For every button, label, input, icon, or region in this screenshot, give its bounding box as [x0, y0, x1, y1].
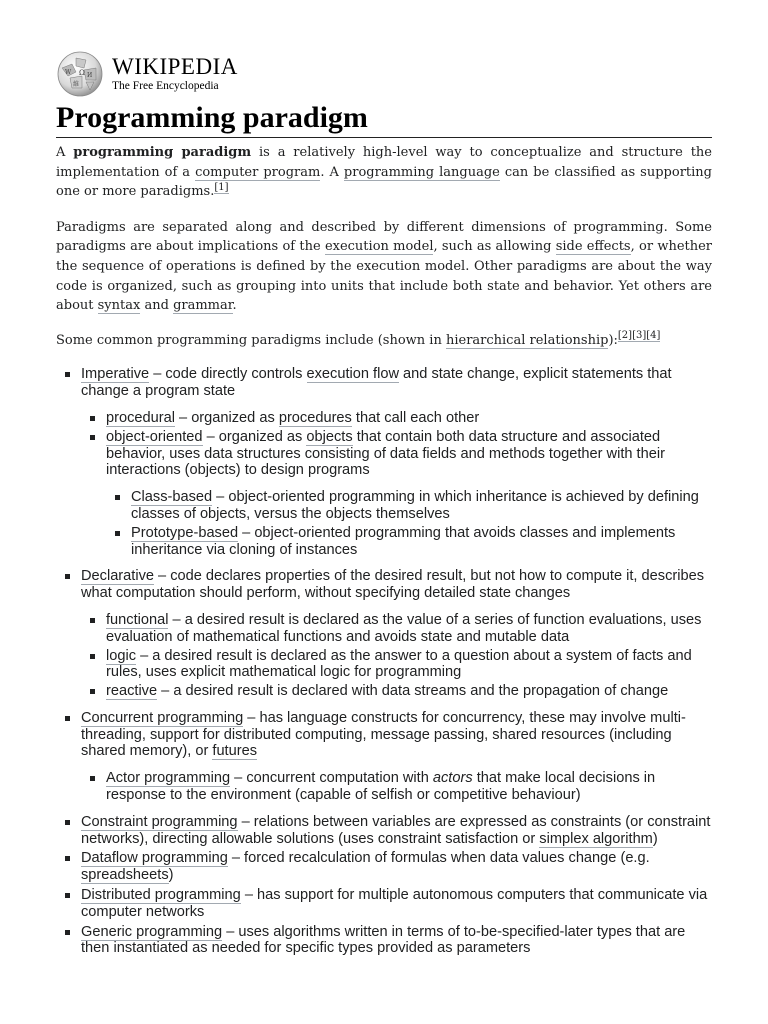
- wordmark-tagline: The Free Encyclopedia: [112, 80, 219, 93]
- link-computer-program[interactable]: computer program: [195, 164, 321, 180]
- list-item: [56, 568, 712, 700]
- link-prototype-based[interactable]: Prototype-based: [131, 524, 239, 541]
- list-item: [56, 366, 712, 558]
- common-paradigms-paragraph: [56, 331, 712, 351]
- wordmark-title: WIKIPEDIA: [112, 54, 238, 80]
- text: – has support for multiple autonomous computers that communicate via computer networks: [81, 887, 708, 920]
- term-italic: actors: [432, 770, 473, 787]
- svg-text:Ω: Ω: [79, 69, 85, 77]
- list-item: [106, 525, 712, 559]
- link-imperative[interactable]: Imperative: [81, 366, 150, 383]
- text: – a desired result is declared with data streams and the propagation of change: [157, 683, 669, 700]
- link-functional[interactable]: functional: [106, 611, 169, 628]
- link-actor-programming[interactable]: Actor programming: [106, 770, 231, 787]
- text: – object-oriented programming in which inheritance is achieved by defining classes of objects, versus the objects themselves: [131, 489, 699, 522]
- link-futures[interactable]: futures: [212, 743, 258, 760]
- reference-2[interactable]: [2]: [617, 330, 633, 342]
- link-concurrent-programming[interactable]: Concurrent programming: [81, 709, 244, 726]
- declarative-sublist: [81, 612, 712, 700]
- text: that contain both data structure and associated behavior, uses data structures consisting of data fields and methods together with their interactions (objects) to design programs: [106, 428, 665, 479]
- text: – code directly controls: [149, 366, 307, 383]
- link-dataflow-programming[interactable]: Dataflow programming: [81, 850, 228, 867]
- text: and state change, explicit statements that change a program state: [81, 366, 672, 400]
- link-execution-model[interactable]: execution model: [324, 239, 434, 255]
- link-objects[interactable]: objects: [306, 428, 353, 445]
- list-item: [106, 489, 712, 523]
- text: and: [140, 298, 174, 314]
- list-item: [56, 887, 712, 921]
- list-item: [81, 648, 712, 682]
- link-object-oriented[interactable]: object-oriented: [106, 428, 203, 445]
- link-distributed-programming[interactable]: Distributed programming: [81, 887, 241, 904]
- text: ):: [608, 332, 618, 348]
- dimensions-paragraph: [56, 218, 712, 316]
- list-item: [81, 683, 712, 700]
- text: – organized as: [202, 428, 307, 445]
- reference-3[interactable]: [3]: [632, 330, 647, 342]
- text: – a desired result is declared as the value of a series of function evaluations, uses evaluation of mathematical functions and avoids state and mutable data: [106, 611, 702, 645]
- text: – uses algorithms written in terms of to-be-specified-later types that are then instantiated as needed for specific types provided as parameters: [81, 923, 686, 957]
- text: – organized as: [174, 409, 279, 426]
- link-hierarchical-relationship[interactable]: hierarchical relationship: [445, 332, 609, 348]
- text: – concurrent computation with: [230, 770, 433, 787]
- link-reactive[interactable]: reactive: [106, 683, 158, 700]
- link-syntax[interactable]: syntax: [97, 298, 141, 314]
- link-generic-programming[interactable]: Generic programming: [81, 923, 223, 940]
- list-item: [81, 770, 712, 804]
- term-bold: programming paradigm: [73, 145, 252, 160]
- wikipedia-logo[interactable]: [56, 52, 712, 96]
- text: – forced recalculation of formulas when data values change (e.g.: [227, 850, 650, 867]
- text: – code declares properties of the desired result, but not how to compute it, describes what computation should perform, without specifying detailed state changes: [81, 568, 705, 602]
- svg-text:W: W: [65, 69, 72, 76]
- text: , such as allowing: [433, 239, 556, 255]
- text: that make local decisions in response to the environment (capable of selfish or competitive behaviour): [106, 770, 656, 804]
- link-grammar[interactable]: grammar: [173, 298, 233, 314]
- list-item: [81, 612, 712, 646]
- link-constraint-programming[interactable]: Constraint programming: [81, 813, 238, 830]
- text: .: [232, 298, 237, 314]
- wikipedia-globe-icon: [56, 50, 104, 98]
- link-class-based[interactable]: Class-based: [131, 489, 213, 506]
- list-item: [56, 710, 712, 804]
- text: Some common programming paradigms include (shown in: [56, 332, 446, 348]
- link-simplex-algorithm[interactable]: simplex algorithm: [539, 830, 653, 847]
- wordmark: [112, 55, 238, 93]
- text: ): [652, 830, 658, 847]
- list-item: [81, 429, 712, 559]
- text: . A: [320, 164, 344, 180]
- article-page: [56, 52, 712, 957]
- link-spreadsheets[interactable]: spreadsheets: [81, 867, 169, 884]
- link-procedural[interactable]: procedural: [106, 409, 175, 426]
- text: A: [56, 145, 74, 160]
- text: – object-oriented programming that avoids classes and implements inheritance via cloning of instances: [131, 524, 676, 558]
- intro-paragraph: [56, 143, 712, 202]
- link-procedures[interactable]: procedures: [278, 409, 352, 426]
- text: – has language constructs for concurrency, these may involve multi-threading, support for distributed computing, message passing, shared resources (including shared memory), or: [81, 709, 686, 760]
- reference-4[interactable]: [4]: [646, 330, 661, 342]
- text: ): [168, 867, 174, 884]
- text: that call each other: [351, 409, 480, 426]
- page-title: Programming paradigm: [56, 100, 712, 138]
- imperative-sublist: [81, 410, 712, 558]
- paradigm-list: [56, 366, 712, 957]
- text: , or whether the sequence of operations is defined by the execution model. Other paradigms are about the way code is organized, such as grouping into units that include both state and behavior. Yet others are about: [56, 239, 713, 314]
- object-oriented-sublist: [106, 489, 712, 558]
- list-item: [56, 924, 712, 958]
- text: Paradigms are separated along and described by different dimensions of programming. Some paradigms are about implications of the: [56, 219, 712, 255]
- svg-text:И: И: [87, 72, 93, 79]
- link-side-effects[interactable]: side effects: [555, 239, 631, 255]
- link-declarative[interactable]: Declarative: [81, 568, 154, 585]
- concurrent-sublist: [81, 770, 712, 804]
- reference-1[interactable]: [1]: [214, 181, 229, 193]
- svg-text:維: 維: [73, 81, 80, 88]
- text: can be classified as supporting one or more paradigms.: [56, 164, 712, 200]
- link-programming-language[interactable]: programming language: [343, 164, 500, 180]
- list-item: [56, 814, 712, 848]
- text: – a desired result is declared as the answer to a question about a system of facts and rules, uses explicit mathematical logic for programming: [106, 647, 692, 681]
- text: – relations between variables are expressed as constraints (or constraint networks), directing allowable solutions (uses constraint satisfaction or: [81, 813, 711, 847]
- list-item: [81, 410, 712, 427]
- text: is a relatively high-level way to conceptualize and structure the implementation of a: [56, 145, 712, 180]
- list-item: [56, 850, 712, 884]
- link-logic[interactable]: logic: [106, 647, 137, 664]
- link-execution-flow[interactable]: execution flow: [306, 366, 399, 383]
